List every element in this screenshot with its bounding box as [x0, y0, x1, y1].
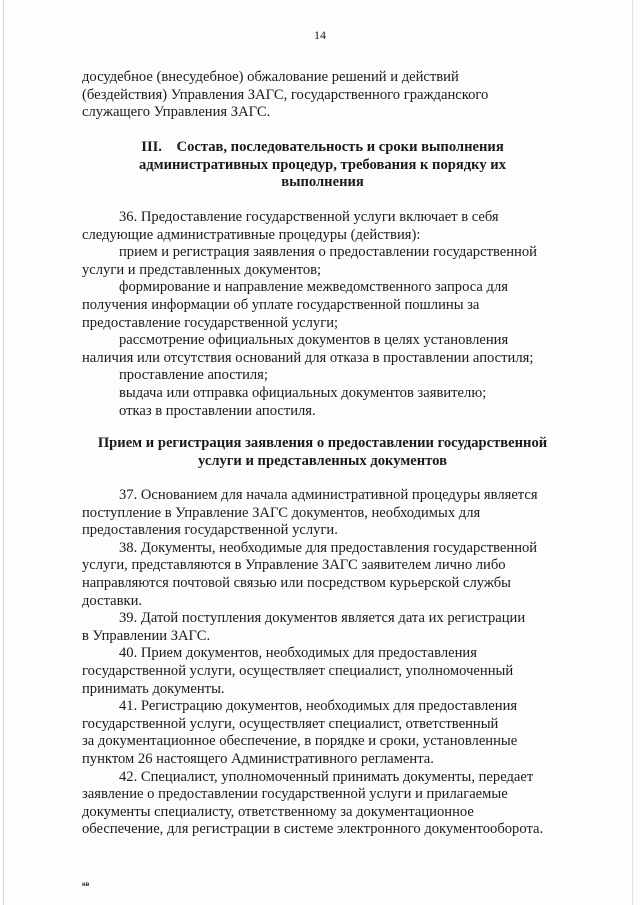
- text-line: рассмотрение официальных документов в целях установления: [119, 332, 509, 349]
- text-line: обеспечение, для регистрации в системе электронного документооборота.: [82, 821, 544, 838]
- text-line: 40. Прием документов, необходимых для предоставления: [119, 645, 477, 662]
- text-line: получения информации об уплате государственной пошлины за: [82, 296, 480, 313]
- text-line: (бездействия) Управления ЗАГС, государственного гражданского: [82, 86, 489, 103]
- text-line: 38. Документы, необходимые для предоставления государственной: [119, 539, 538, 556]
- section-title-line: выполнения: [281, 174, 364, 191]
- text-line: услуги, представляются в Управление ЗАГС заявителем лично либо: [82, 557, 506, 574]
- text-line: за документационное обеспечение, в порядке и сроки, установленные: [82, 733, 518, 750]
- subsection-heading-line: Прием и регистрация заявления о предоставлении государственной: [97, 435, 548, 451]
- text-line: государственной услуги, осуществляет специалист, ответственный: [82, 715, 499, 732]
- scan-edge-left: [3, 0, 4, 905]
- scan-edge-right: [632, 0, 633, 905]
- text-line: 36. Предоставление государственной услуги включает в себя: [119, 209, 499, 225]
- text-line: документы специалисту, ответственному за документационное: [82, 803, 474, 820]
- text-line: 39. Датой поступления документов является дата их регистрации: [119, 610, 526, 627]
- section-numeral: III.: [141, 139, 162, 155]
- paragraph-37: [82, 487, 563, 540]
- text-line: 41. Регистрацию документов, необходимых для предоставления: [119, 698, 518, 715]
- text-line: доставки.: [82, 592, 143, 609]
- text-line: выдача или отправка официальных документов заявителю;: [119, 384, 487, 401]
- text-line: формирование и направление межведомственного запроса для: [119, 279, 508, 296]
- text-line: государственной услуги, осуществляет специалист, уполномоченный: [82, 662, 514, 679]
- text-line: услуги и представленных документов;: [82, 261, 322, 278]
- text-line: 37. Основанием для начала административной процедуры является: [119, 487, 538, 503]
- text-line: досудебное (внесудебное) обжалование решений и действий: [82, 69, 459, 85]
- paragraph-39: [82, 610, 563, 645]
- text-line: служащего Управления ЗАГС.: [82, 104, 271, 121]
- paragraph-36: [82, 209, 563, 420]
- section-title-line: административных процедур, требования к порядку их: [138, 156, 507, 173]
- paragraph-40: [82, 645, 563, 698]
- section-heading: [82, 139, 563, 192]
- paragraph-38: [82, 540, 563, 610]
- text-line: проставление апостиля;: [119, 367, 268, 384]
- text-line: принимать документы.: [82, 680, 225, 697]
- text-line: 42. Специалист, уполномоченный принимать документы, передает: [119, 768, 534, 785]
- subsection-heading-line: услуги и представленных документов: [198, 452, 447, 469]
- section-title-line: Состав, последовательность и сроки выполнения: [176, 139, 504, 155]
- text-line: прием и регистрация заявления о предоставлении государственной: [119, 244, 537, 261]
- text-line: заявление о предоставлении государственной услуги и прилагаемые: [82, 786, 508, 803]
- text-line: отказ в проставлении апостиля.: [119, 402, 316, 419]
- text-line: предоставления государственной услуги.: [82, 522, 338, 539]
- paragraph-42: [82, 769, 563, 839]
- paragraphs-37-42: [82, 487, 563, 839]
- section-heading-line: [82, 139, 563, 157]
- footer-mark: нв: [82, 882, 90, 888]
- intro-paragraph: [82, 69, 563, 122]
- text-line: в Управлении ЗАГС.: [82, 627, 211, 644]
- text-line: поступление в Управление ЗАГС документов, необходимых для: [82, 504, 481, 521]
- page-number: 14: [314, 28, 326, 42]
- text-line: направляются почтовой связью или посредством курьерской службы: [82, 574, 511, 591]
- subsection-heading: [82, 435, 563, 470]
- text-line: предоставление государственной услуги;: [82, 314, 339, 331]
- text-line: наличия или отсутствия оснований для отказа в проставлении апостиля;: [82, 349, 534, 366]
- paragraph-41: [82, 698, 563, 768]
- text-line: следующие административные процедуры (действия):: [82, 226, 421, 243]
- text-line: пунктом 26 настоящего Административного регламента.: [82, 750, 434, 767]
